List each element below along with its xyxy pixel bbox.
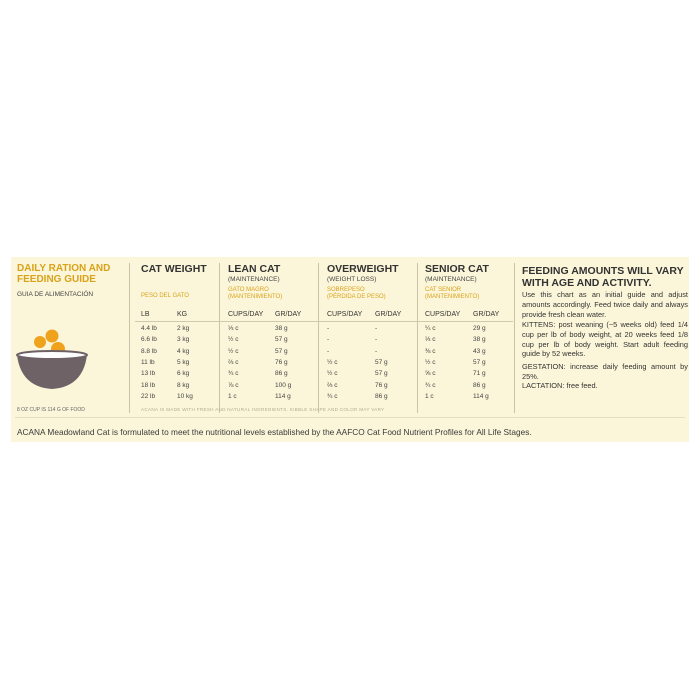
food-bowl-illustration — [15, 327, 95, 402]
cell-kg: 2 kg — [177, 325, 190, 332]
cell-ow-cups: ¾ c — [327, 392, 338, 400]
lean-col-cups: CUPS/DAY — [228, 311, 264, 318]
intro-paragraph: Use this chart as an initial guide and adjust amounts accordingly. Feed twice daily and always provide fresh clean water. — [522, 290, 688, 319]
cell-sr-cups: ½ c — [425, 358, 436, 366]
cell-lean-gr: 57 g — [275, 336, 288, 344]
cell-lb: 11 lb — [141, 358, 155, 366]
cell-lean-gr: 100 g — [275, 381, 292, 389]
gestation-paragraph: GESTATION: increase daily feeding amount by 25%. — [522, 362, 688, 381]
cell-kg: 5 kg — [177, 358, 190, 366]
lean-cat-sub-es: GATO MAGRO — [228, 287, 269, 293]
cell-ow-gr: 57 g — [375, 358, 388, 366]
cell-sr-cups: ¾ c — [425, 381, 436, 389]
cell-ow-gr: 57 g — [375, 370, 388, 378]
cell-kg: 6 kg — [177, 370, 190, 378]
cell-ow-cups: - — [327, 336, 330, 344]
bottom-rule — [15, 417, 685, 418]
cell-sr-cups: ⅝ c — [425, 370, 436, 378]
cell-lean-gr: 76 g — [275, 358, 288, 366]
bowl-icon — [17, 355, 87, 389]
overweight-sub-es: SOBREPESO — [327, 287, 365, 293]
senior-cat-sub-es-2: (MANTENIMIENTO) — [425, 294, 480, 300]
cell-lean-cups: 1 c — [228, 392, 237, 400]
cell-sr-gr: 57 g — [473, 358, 486, 366]
divider — [514, 263, 515, 413]
cell-ow-gr: - — [375, 336, 378, 344]
lean-cat-sub-es-2: (MANTENIMIENTO) — [228, 294, 283, 300]
cell-lean-gr: 114 g — [275, 392, 291, 400]
cell-lean-cups: ½ c — [228, 347, 239, 355]
kibble-icon — [34, 336, 46, 348]
overweight-col-gr: GR/DAY — [375, 311, 402, 318]
col-kg: KG — [177, 311, 188, 318]
cell-ow-gr: 86 g — [375, 392, 388, 400]
cell-lb: 8.8 lb — [141, 347, 157, 355]
cell-lean-gr: 38 g — [275, 325, 288, 332]
cell-lb: 13 lb — [141, 370, 156, 378]
guide-subtitle: GUIA DE ALIMENTACIÓN — [17, 291, 94, 298]
cell-kg: 8 kg — [177, 381, 190, 389]
aafco-statement: ACANA Meadowland Cat is formulated to meet the nutritional levels established by the AAFCO Cat Food Nutrient Profiles for All Life Stages. — [17, 427, 532, 437]
overweight-sub-es-2: (PÉRDIDA DE PESO) — [327, 294, 386, 300]
cell-ow-cups: ½ c — [327, 370, 338, 378]
cell-lean-cups: ½ c — [228, 336, 239, 344]
cell-sr-cups: ⅓ c — [425, 336, 436, 344]
cell-lean-gr: 57 g — [275, 347, 288, 355]
cell-lean-cups: ⅞ c — [228, 381, 239, 389]
cat-weight-heading: CAT WEIGHT — [141, 263, 207, 275]
cell-ow-gr: - — [375, 347, 378, 355]
cell-sr-gr: 29 g — [473, 325, 486, 332]
senior-cat-heading: SENIOR CAT — [425, 263, 489, 275]
cell-sr-cups: 1 c — [425, 392, 434, 400]
lean-cat-sub: (MAINTENANCE) — [228, 276, 280, 283]
cell-lean-cups: ⅓ c — [228, 325, 239, 332]
kittens-paragraph: KITTENS: post weaning (~5 weeks old) feed 1/4 cup per lb of body weight, at 20 weeks feed 1/8 cup per lb of body weight. Start adult feeding guide by 52 weeks. — [522, 320, 688, 359]
cell-lb: 6.6 lb — [141, 336, 157, 344]
divider — [219, 263, 220, 413]
cell-ow-cups: ½ c — [327, 358, 338, 366]
overweight-sub: (WEIGHT LOSS) — [327, 276, 377, 283]
cell-sr-cups: ¼ c — [425, 325, 436, 332]
divider — [417, 263, 418, 413]
cell-sr-gr: 38 g — [473, 336, 486, 344]
divider — [318, 263, 319, 413]
cell-lb: 18 lb — [141, 381, 156, 389]
cell-sr-gr: 86 g — [473, 381, 486, 389]
header-rule — [135, 321, 513, 322]
cell-kg: 3 kg — [177, 336, 190, 344]
cell-ow-cups: - — [327, 347, 330, 355]
cell-ow-gr: - — [375, 325, 378, 332]
kibble-icon — [46, 330, 59, 343]
cell-lean-gr: 86 g — [275, 370, 288, 378]
cell-sr-gr: 71 g — [473, 370, 486, 378]
bowl-rim-icon — [17, 351, 87, 359]
lean-col-gr: GR/DAY — [275, 311, 302, 318]
lean-cat-heading: LEAN CAT — [228, 263, 281, 275]
feeding-guide-panel — [11, 257, 689, 442]
overweight-heading: OVERWEIGHT — [327, 263, 399, 275]
lactation-paragraph: LACTATION: free feed. — [522, 381, 598, 390]
senior-cat-sub-es: CAT SENIOR — [425, 287, 462, 293]
cell-lb: 4.4 lb — [141, 325, 157, 332]
cell-sr-gr: 43 g — [473, 347, 486, 355]
col-lb: LB — [141, 311, 150, 318]
cell-sr-gr: 114 g — [473, 392, 489, 400]
cell-sr-cups: ⅜ c — [425, 347, 436, 355]
cup-note: 8 OZ CUP IS 114 G OF FOOD — [17, 407, 85, 413]
cell-kg: 10 kg — [177, 392, 193, 400]
cell-ow-gr: 76 g — [375, 381, 388, 389]
senior-cat-sub: (MAINTENANCE) — [425, 276, 477, 283]
senior-col-cups: CUPS/DAY — [425, 311, 461, 318]
footnote: ACANA IS MADE WITH FRESH AND NATURAL INGREDIENTS. KIBBLE SHAPE AND COLOR MAY VARY — [141, 407, 385, 412]
guide-title: DAILY RATION AND FEEDING GUIDE — [17, 263, 111, 285]
feeding-amounts-title: FEEDING AMOUNTS WILL VARY WITH AGE AND ACTIVITY. — [522, 265, 684, 289]
divider — [129, 263, 130, 413]
cat-weight-subtitle-es: PESO DEL GATO — [141, 293, 189, 299]
cell-kg: 4 kg — [177, 347, 190, 355]
cell-ow-cups: - — [327, 325, 330, 332]
cell-lean-cups: ¾ c — [228, 370, 239, 378]
cell-lean-cups: ⅔ c — [228, 358, 239, 366]
cell-ow-cups: ⅔ c — [327, 381, 338, 389]
senior-col-gr: GR/DAY — [473, 311, 500, 318]
overweight-col-cups: CUPS/DAY — [327, 311, 363, 318]
cell-lb: 22 lb — [141, 392, 156, 400]
